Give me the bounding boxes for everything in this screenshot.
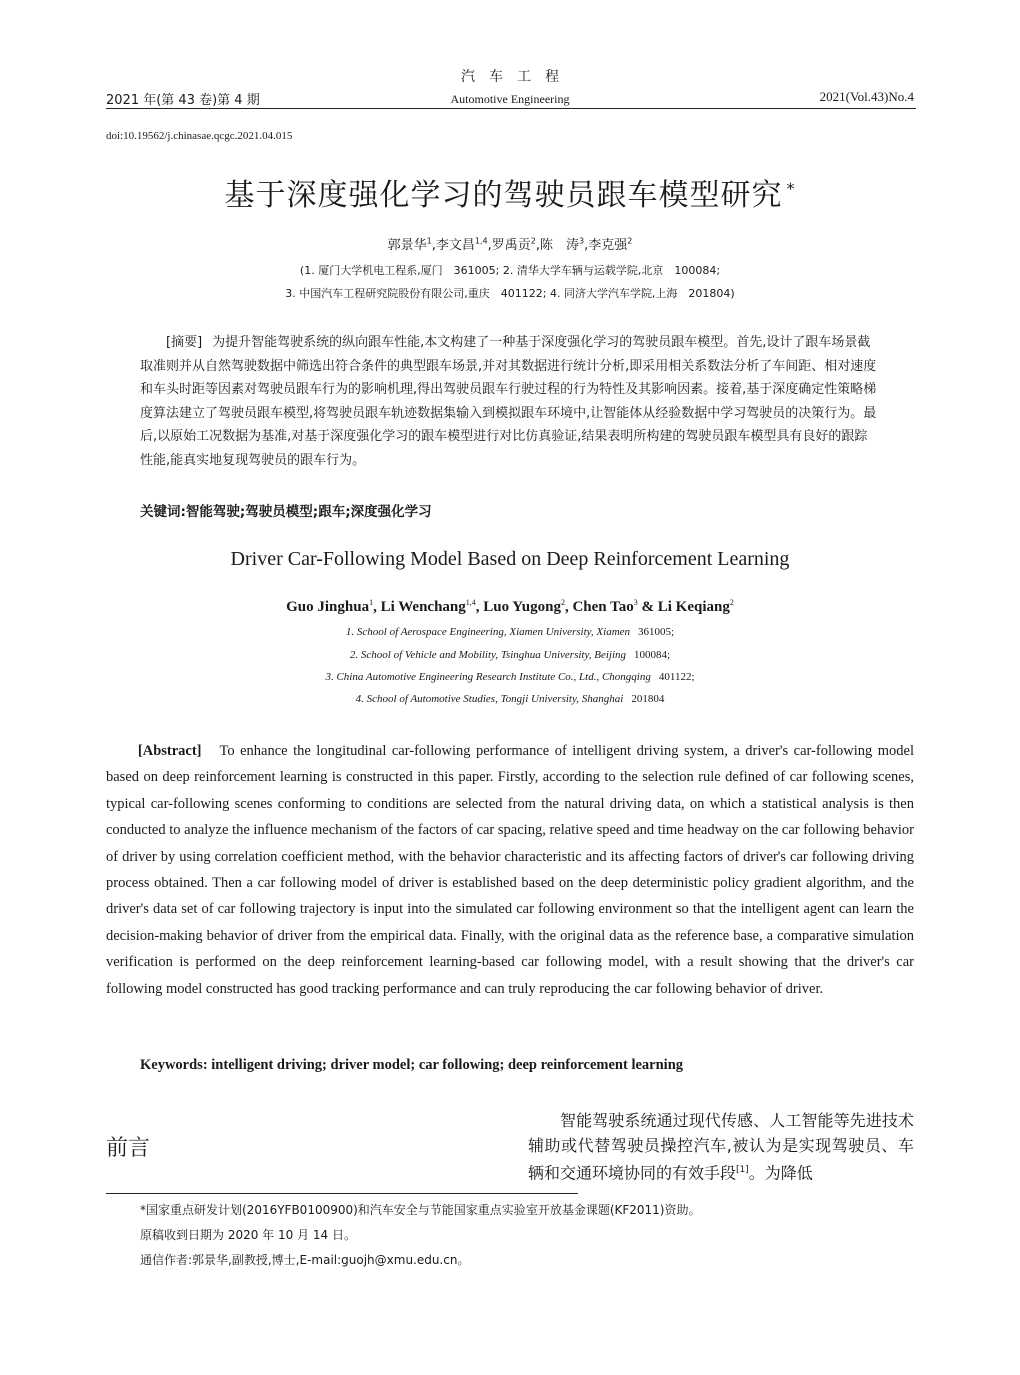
doi: doi:10.19562/j.chinasae.qcgc.2021.04.015 xyxy=(106,130,293,142)
title-footnote-mark: * xyxy=(786,179,796,198)
intro-paragraph xyxy=(528,1108,914,1185)
author-en-name: Li Wenchang xyxy=(380,599,466,615)
issue-info-en: 2021(Vol.43)No.4 xyxy=(819,89,914,104)
affiliation-en-line-1 xyxy=(0,626,1020,638)
affiliation-en-postcode: 100084; xyxy=(634,649,671,661)
journal-name-en: Automotive Engineering xyxy=(450,92,570,106)
abstract-cn xyxy=(140,331,880,472)
author-en-sup: 1,4 xyxy=(465,598,476,607)
author-en-sup: 2 xyxy=(560,598,565,607)
footnote-correspondence: 通信作者:郭景华,副教授,博士,E-mail:guojh@xmu.edu.cn。 xyxy=(140,1253,470,1267)
authors-en xyxy=(0,598,1020,616)
author-en-name: Luo Yugong xyxy=(483,599,561,615)
author-separator: , xyxy=(373,599,381,615)
author-cn-name: 罗禹贡 xyxy=(491,238,531,253)
author-cn-sup: 3 xyxy=(579,236,585,246)
intro-text: 智能驾驶系统通过现代传感、人工智能等先进技术辅助或代替驾驶员操控汽车,被认为是实现驾驶员、车辆和交通环境协同的有效手段 xyxy=(528,1111,914,1183)
keywords-cn: 关键词:智能驾驶;驾驶员模型;跟车;深度强化学习 xyxy=(140,504,432,520)
abstract-cn-label: [摘要] xyxy=(166,335,203,350)
author-cn-sup: 1,4 xyxy=(474,236,488,246)
affiliation-en-postcode: 201804 xyxy=(631,693,665,705)
author-cn-sup: 2 xyxy=(530,236,536,246)
author-cn-name: 郭景华 xyxy=(387,238,427,253)
header-rule xyxy=(106,108,916,109)
affiliation-en-line-3 xyxy=(0,671,1020,683)
footnote-rule xyxy=(106,1193,578,1194)
citation-ref[interactable]: [1] xyxy=(736,1165,749,1175)
affiliation-en-text: 2. School of Vehicle and Mobility, Tsinghua University, Beijing xyxy=(349,649,627,661)
title-text: 基于深度强化学习的驾驶员跟车模型研究 xyxy=(224,178,783,213)
author-separator: , xyxy=(475,599,484,615)
footnote-received-date: 原稿收到日期为 2020 年 10 月 14 日。 xyxy=(140,1228,356,1242)
author-en-name: Li Keqiang xyxy=(657,599,730,615)
affiliation-cn-line-2: 3. 中国汽车工程研究院股份有限公司,重庆 401122; 4. 同济大学汽车学院,上海 201804) xyxy=(285,287,735,300)
author-ampersand: & xyxy=(637,599,658,615)
author-en-name: Chen Tao xyxy=(572,599,634,615)
author-en-sup: 2 xyxy=(729,598,734,607)
paper-title-en: Driver Car-Following Model Based on Deep Reinforcement Learning xyxy=(230,548,790,570)
journal-name-cn: 汽车工程 xyxy=(461,69,573,85)
author-cn-name: 陈 涛 xyxy=(540,238,580,253)
keywords-en: Keywords: intelligent driving; driver model; car following; deep reinforcement learning xyxy=(140,1057,684,1073)
author-separator: , xyxy=(564,599,573,615)
abstract-en-label: [Abstract] xyxy=(137,743,202,759)
author-cn-sup: 1 xyxy=(426,236,432,246)
authors-cn: 郭景华$^1$,李文昌$^{1,4}$,罗禹贡$^2$,陈 涛$^3$,李克强$^2$ xyxy=(387,236,633,253)
affiliation-en-line-2 xyxy=(0,649,1020,661)
affiliation-en-postcode: 401122; xyxy=(658,671,695,683)
author-en-name: Guo Jinghua xyxy=(286,599,370,615)
abstract-en xyxy=(106,738,914,1002)
affiliation-en-text: 4. School of Automotive Studies, Tongji University, Shanghai xyxy=(355,693,624,705)
issue-info-cn: 2021 年(第 43 卷)第 4 期 xyxy=(106,93,260,108)
paper-title-cn xyxy=(0,170,1020,214)
affiliation-en-text: 1. School of Aerospace Engineering, Xiamen University, Xiamen xyxy=(345,626,631,638)
author-en-sup: 3 xyxy=(633,598,638,607)
author-cn-sup: 2 xyxy=(627,236,633,246)
abstract-en-text: To enhance the longitudinal car-following performance of intelligent driving system, a driver's car-following model based on deep reinforcement learning is constructed in this paper. Firstly, according to the selection rule defined of car following scenes, typical car-following scenes conforming to conditions are selected from the natural driving data, on which a statistical analysis is then conducted to analyze the influence mechanism of the factors of car spacing, relative speed and time headway on the car following behavior of driver by using correlation coefficient method, with the behavior characteristic and its affecting factors of driver's car following driving process obtained. Then a car following model of driver is established based on the deep deterministic policy gradient algorithm, and the driver's data set of car following trajectory is input into the simulated car following environment so that the intelligent agent can learn the decision-making behavior of driver from the empirical data. Finally, with the original data as the reference base, a comparative simulation verification is performed on the deep reinforcement learning-based car following model, with a result showing that the driver's car following model constructed has good tracking performance and can truly reproducing the car following behavior of driver. xyxy=(106,743,914,997)
author-en-sup: 1 xyxy=(369,598,374,607)
affiliation-en-text: 3. China Automotive Engineering Research Institute Co., Ltd., Chongqing xyxy=(325,671,651,683)
footnote-funding: *国家重点研发计划(2016YFB0100900)和汽车安全与节能国家重点实验室开放基金课题(KF2011)资助。 xyxy=(140,1203,701,1217)
affiliation-cn-line-1: (1. 厦门大学机电工程系,厦门 361005; 2. 清华大学车辆与运载学院,北京 100084; xyxy=(299,264,721,277)
affiliation-en-line-4 xyxy=(0,693,1020,705)
author-cn-name: 李文昌 xyxy=(435,238,475,253)
abstract-cn-text: 为提升智能驾驶系统的纵向跟车性能,本文构建了一种基于深度强化学习的驾驶员跟车模型。首先,设计了跟车场景截取准则并从自然驾驶数据中筛选出符合条件的典型跟车场景,并对其数据进行统计分析,即采用相关系数法分析了车间距、相对速度和车头时距等因素对驾驶员跟车行为的影响机理,得出驾驶员跟车行驶过程的行为特性及其影响因素。接着,基于深度确定性策略梯度算法建立了驾驶员跟车模型,将驾驶员跟车轨迹数据集输入到模拟跟车环境中,让智能体从经验数据中学习驾驶员的决策行为。最后,以原始工况数据为基准,对基于深度强化学习的跟车模型进行对比仿真验证,结果表明所构建的驾驶员跟车模型具有良好的跟踪性能,能真实地复现驾驶员的跟车行为。 xyxy=(140,335,877,468)
affiliation-en-postcode: 361005; xyxy=(638,626,675,638)
author-cn-name: 李克强 xyxy=(588,238,628,253)
section-heading-preface: 前言 xyxy=(106,1136,151,1161)
intro-text-tail: 。为降低 xyxy=(748,1163,813,1183)
